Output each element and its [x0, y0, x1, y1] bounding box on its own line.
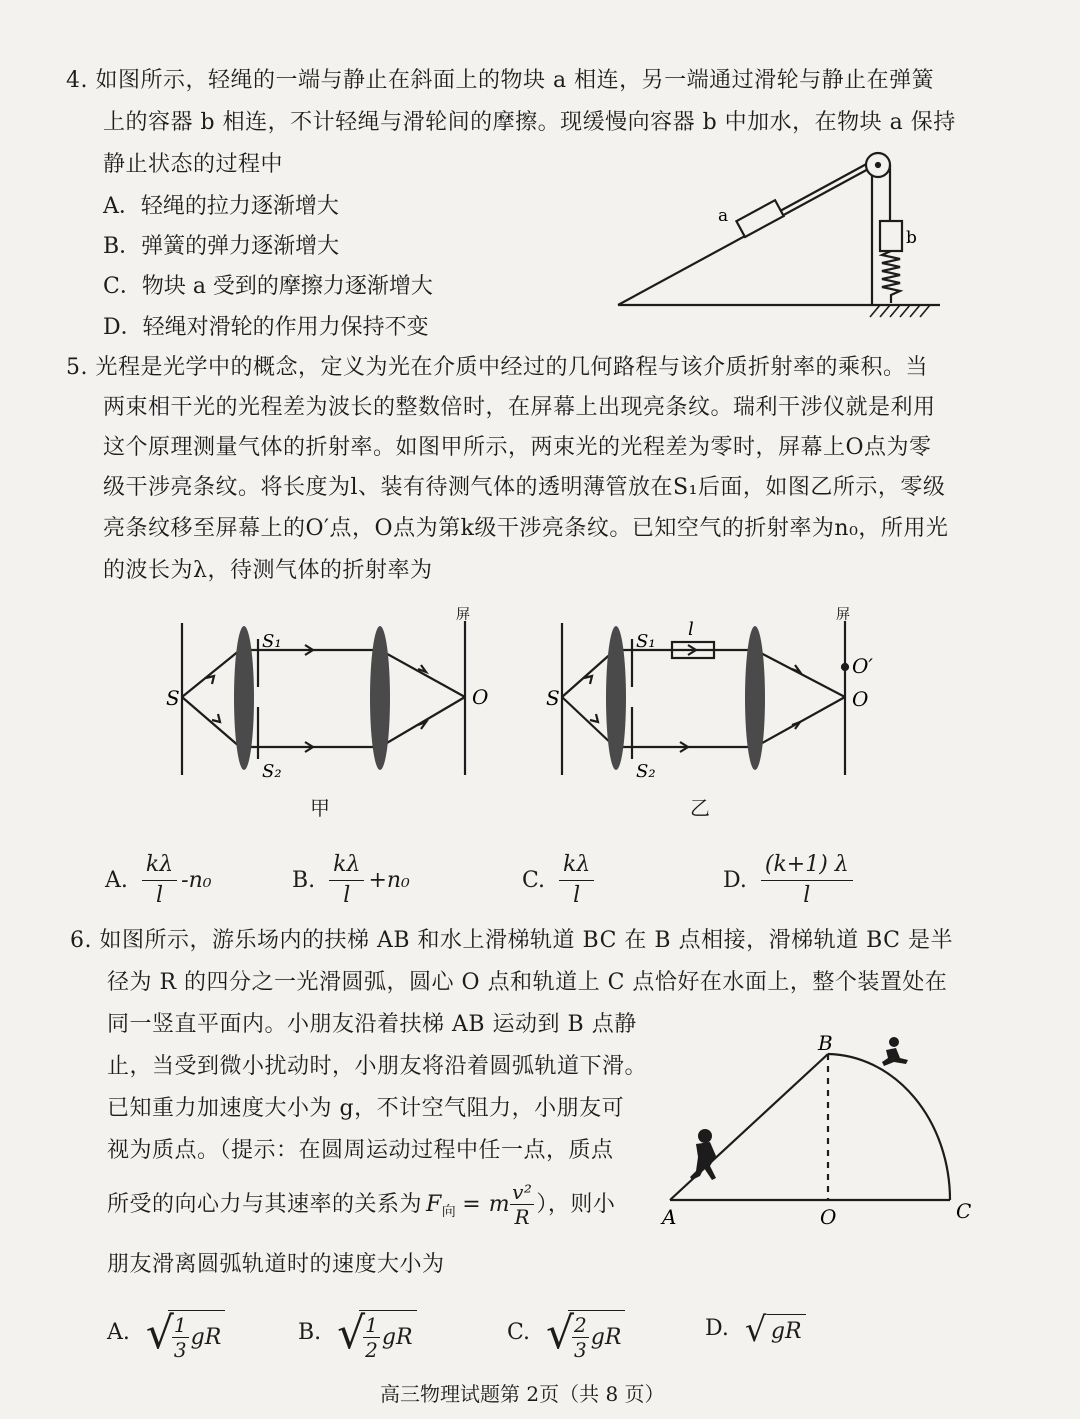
q6-line-5: 已知重力加速度大小为 g，不计空气阻力，小朋友可 [107, 1096, 625, 1121]
lens-left [234, 626, 254, 770]
svg-text:S: S [546, 686, 560, 710]
container-b [880, 221, 902, 251]
label-s2: S₂ [262, 761, 282, 782]
q6-option-a: A. √ $\frac{1}{3}$ gR [107, 1304, 225, 1362]
q5-line-5: 亮条纹移至屏幕上的O′点，O点为第k级干涉亮条纹。已知空气的折射率为n₀，所用光 [103, 516, 949, 541]
q6-line-1: 6. 如图所示，游乐场内的扶梯 AB 和水上滑梯轨道 BC 在 B 点相接，滑梯轨道 BC 是半 [70, 928, 953, 953]
block-a [736, 200, 783, 237]
q5-option-d: D. $\frac{(k+1) \lambda}{l}$ [723, 850, 857, 911]
q5-figure-yi [540, 605, 880, 805]
label-B: B [818, 1031, 833, 1055]
spring-icon [882, 251, 900, 303]
q5-line-2: 两束相干光的光程差为波长的整数倍时，在屏幕上出现亮条纹。瑞利干涉仪就是利用 [103, 395, 936, 420]
q5-figure-jia [160, 605, 500, 805]
label-a: a [718, 206, 729, 226]
q6-figure [650, 1030, 980, 1230]
q6-line-3: 同一竖直平面内。小朋友沿着扶梯 AB 运动到 B 点静 [107, 1012, 637, 1037]
q5-line-1: 5. 光程是光学中的概念，定义为光在介质中经过的几何路程与该介质折射率的乘积。当 [66, 355, 929, 380]
q5-option-c: C. $\frac{k\lambda}{l}$ [522, 850, 598, 911]
child-climbing-icon [690, 1129, 716, 1180]
label-screen: 屏 [456, 607, 470, 623]
label-b: b [906, 228, 917, 248]
q6-line-4: 止，当受到微小扰动时，小朋友将沿着圆弧轨道下滑。 [107, 1054, 648, 1079]
q4-number: 4. [66, 68, 88, 93]
q4-line-2: 上的容器 b 相连，不计轻绳与滑轮间的摩擦。现缓慢向容器 b 中加水，在物块 a 保持 [103, 110, 956, 135]
label-s: S [166, 686, 180, 710]
q6-number: 6. [70, 928, 92, 953]
child-sitting-icon [882, 1037, 908, 1066]
svg-text:屏: 屏 [836, 607, 850, 623]
q5-number: 5. [66, 355, 88, 380]
label-s1: S₁ [262, 631, 282, 652]
caption-jia: 甲 [310, 796, 330, 820]
label-o: O [472, 685, 489, 709]
label-l: l [688, 619, 694, 640]
label-C: C [956, 1199, 972, 1223]
q4-figure [610, 145, 950, 325]
q5-option-b: B. $\frac{k\lambda}{l}$ +n₀ [292, 852, 410, 908]
lens-right [370, 626, 390, 770]
q6-line-7: 所受的向心力与其速率的关系为 F 向 = m $\frac{\text{v²}}{R}$ ），则小 [107, 1180, 616, 1229]
label-O: O [820, 1205, 837, 1229]
q4-option-b: B．弹簧的弹力逐渐增大 [103, 234, 340, 259]
q4-option-d: D．轻绳对滑轮的作用力保持不变 [103, 315, 429, 340]
q6-option-c: C. √ $\frac{2}{3}$ gR [507, 1304, 625, 1362]
rope-incline [780, 161, 872, 211]
slide-arc-bc [828, 1054, 950, 1200]
q6-line-2: 径为 R 的四分之一光滑圆弧，圆心 O 点和轨道上 C 点恰好在水面上，整个装置处在 [107, 970, 948, 995]
q5-option-a: A. $\frac{k\lambda}{l}$ -n₀ [105, 852, 212, 908]
svg-text:S₂: S₂ [636, 761, 656, 782]
page-footer: 高三物理试题第 2页（共 8 页） [380, 1382, 665, 1406]
svg-text:S₁: S₁ [636, 631, 656, 652]
q5-line-4: 级干涉亮条纹。将长度为l、装有待测气体的透明薄管放在S₁后面，如图乙所示，零级 [103, 475, 946, 500]
q4-option-a: A．轻绳的拉力逐渐增大 [103, 194, 339, 219]
label-o-prime: O′ [852, 654, 873, 678]
q5-line-6: 的波长为λ，待测气体的折射率为 [103, 558, 433, 583]
q5-line-3: 这个原理测量气体的折射率。如图甲所示，两束光的光程差为零时，屏幕上O点为零 [103, 435, 932, 460]
svg-text:O: O [852, 687, 869, 711]
q6-line-8: 朋友滑离圆弧轨道时的速度大小为 [107, 1252, 445, 1277]
q4-line-1: 4. 如图所示，轻绳的一端与静止在斜面上的物块 a 相连，另一端通过滑轮与静止在弹簧 [66, 68, 935, 93]
caption-yi: 乙 [690, 796, 710, 820]
q6-option-d: D. √ gR [705, 1310, 806, 1347]
q4-option-c: C．物块 a 受到的摩擦力逐渐增大 [103, 274, 433, 299]
q6-option-b: B. √ $\frac{1}{2}$ gR [298, 1304, 417, 1362]
q6-line-6: 视为质点。（提示：在圆周运动过程中任一点，质点 [107, 1138, 614, 1163]
q4-line-3: 静止状态的过程中 [103, 152, 284, 177]
label-A: A [662, 1205, 677, 1229]
